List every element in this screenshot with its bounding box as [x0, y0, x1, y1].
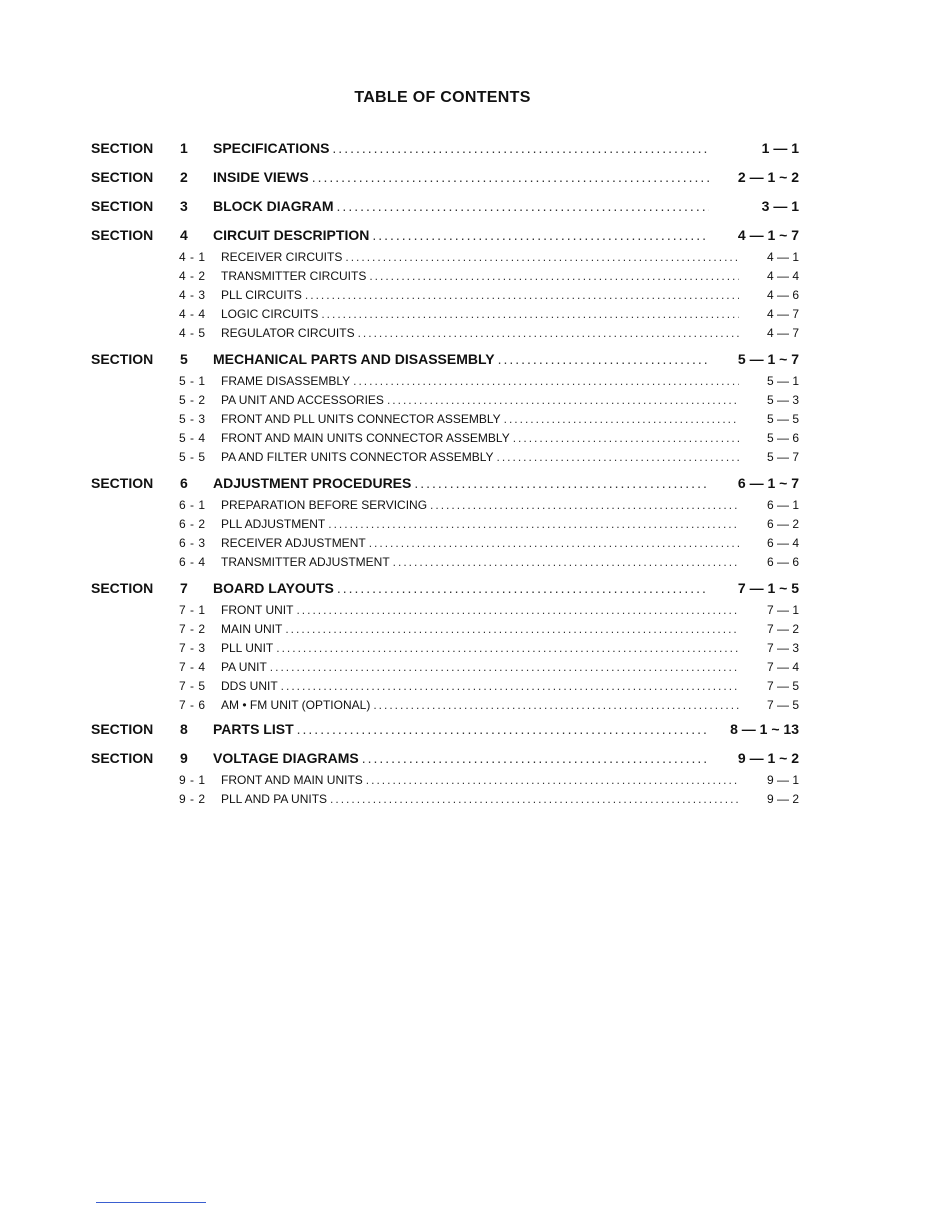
footer-rule: [96, 1202, 206, 1203]
subsection-page: 7 — 2: [766, 622, 799, 636]
section-pages: 8 — 1 ~ 13: [730, 721, 799, 737]
subsection-page: 6 — 4: [766, 536, 799, 550]
subsection-number: 5 - 5: [179, 450, 206, 464]
subsection-number: 6 - 4: [179, 555, 206, 569]
section-pages: 6 — 1 ~ 7: [737, 475, 799, 491]
subsection-number: 7 - 3: [179, 641, 206, 655]
toc-section-row: [91, 351, 799, 371]
subsection-number: 7 - 6: [179, 698, 206, 712]
section-label: SECTION: [91, 475, 154, 491]
subsection-page: 4 — 4: [766, 269, 799, 283]
subsection-number: 4 - 3: [179, 288, 206, 302]
toc-subsection-row: [179, 307, 799, 325]
dot-leader: [337, 580, 709, 596]
section-title: SPECIFICATIONS: [213, 140, 330, 156]
dot-leader: [332, 140, 709, 156]
dot-leader: [430, 498, 739, 512]
subsection-page: 9 — 1: [766, 773, 799, 787]
subsection-page: 4 — 7: [766, 326, 799, 340]
subsection-page: 9 — 2: [766, 792, 799, 806]
subsection-title: LOGIC CIRCUITS: [221, 307, 319, 321]
section-number: 6: [180, 475, 188, 491]
subsection-title: FRONT AND MAIN UNITS: [221, 773, 363, 787]
subsection-number: 5 - 3: [179, 412, 206, 426]
toc-subsection-row: [179, 517, 799, 535]
section-number: 7: [180, 580, 188, 596]
toc-section-row: [91, 140, 799, 160]
section-label: SECTION: [91, 198, 154, 214]
subsection-number: 9 - 2: [179, 792, 206, 806]
dot-leader: [353, 374, 739, 388]
subsection-page: 7 — 3: [766, 641, 799, 655]
subsection-page: 4 — 1: [766, 250, 799, 264]
subsection-number: 6 - 3: [179, 536, 206, 550]
section-label: SECTION: [91, 169, 154, 185]
section-title: BLOCK DIAGRAM: [213, 198, 334, 214]
section-label: SECTION: [91, 140, 154, 156]
section-pages: 7 — 1 ~ 5: [737, 580, 799, 596]
section-title: INSIDE VIEWS: [213, 169, 309, 185]
subsection-number: 4 - 2: [179, 269, 206, 283]
section-label: SECTION: [91, 750, 154, 766]
section-title: ADJUSTMENT PROCEDURES: [213, 475, 412, 491]
subsection-page: 7 — 5: [766, 679, 799, 693]
subsection-page: 6 — 1: [766, 498, 799, 512]
subsection-number: 4 - 1: [179, 250, 206, 264]
toc-subsection-row: [179, 412, 799, 430]
section-number: 8: [180, 721, 188, 737]
section-number: 5: [180, 351, 188, 367]
subsection-page: 7 — 4: [766, 660, 799, 674]
section-label: SECTION: [91, 721, 154, 737]
subsection-title: PA UNIT: [221, 660, 267, 674]
dot-leader: [276, 641, 739, 655]
toc-subsection-row: [179, 555, 799, 573]
subsection-page: 5 — 6: [766, 431, 799, 445]
dot-leader: [337, 198, 709, 214]
subsection-title: MAIN UNIT: [221, 622, 283, 636]
subsection-title: RECEIVER CIRCUITS: [221, 250, 343, 264]
subsection-number: 5 - 4: [179, 431, 206, 445]
subsection-number: 7 - 1: [179, 603, 206, 617]
subsection-page: 5 — 3: [766, 393, 799, 407]
subsection-number: 5 - 2: [179, 393, 206, 407]
toc-subsection-row: [179, 679, 799, 697]
subsection-title: PA UNIT AND ACCESSORIES: [221, 393, 384, 407]
section-label: SECTION: [91, 580, 154, 596]
toc-subsection-row: [179, 660, 799, 678]
subsection-page: 4 — 7: [766, 307, 799, 321]
section-number: 9: [180, 750, 188, 766]
subsection-number: 7 - 2: [179, 622, 206, 636]
dot-leader: [297, 721, 709, 737]
section-pages: 3 — 1: [761, 198, 799, 214]
subsection-title: FRAME DISASSEMBLY: [221, 374, 351, 388]
subsection-title: PLL UNIT: [221, 641, 274, 655]
dot-leader: [328, 517, 739, 531]
section-pages: 5 — 1 ~ 7: [737, 351, 799, 367]
section-title: PARTS LIST: [213, 721, 294, 737]
dot-leader: [270, 660, 739, 674]
dot-leader: [281, 679, 739, 693]
subsection-title: DDS UNIT: [221, 679, 278, 693]
subsection-number: 6 - 2: [179, 517, 206, 531]
toc-subsection-row: [179, 374, 799, 392]
toc-section-row: [91, 750, 799, 770]
section-label: SECTION: [91, 227, 154, 243]
toc-subsection-row: [179, 603, 799, 621]
dot-leader: [369, 269, 739, 283]
dot-leader: [498, 351, 709, 367]
subsection-title: PLL AND PA UNITS: [221, 792, 328, 806]
subsection-page: 6 — 2: [766, 517, 799, 531]
dot-leader: [373, 698, 739, 712]
toc-subsection-row: [179, 498, 799, 516]
dot-leader: [362, 750, 709, 766]
subsection-number: 6 - 1: [179, 498, 206, 512]
dot-leader: [305, 288, 739, 302]
toc-section-row: [91, 580, 799, 600]
section-title: CIRCUIT DESCRIPTION: [213, 227, 370, 243]
dot-leader: [387, 393, 739, 407]
dot-leader: [358, 326, 739, 340]
dot-leader: [372, 227, 709, 243]
section-pages: 1 — 1: [761, 140, 799, 156]
subsection-title: TRANSMITTER CIRCUITS: [221, 269, 367, 283]
toc-subsection-row: [179, 792, 799, 810]
subsection-page: 4 — 6: [766, 288, 799, 302]
section-number: 3: [180, 198, 188, 214]
dot-leader: [321, 307, 739, 321]
subsection-number: 4 - 5: [179, 326, 206, 340]
toc-section-row: [91, 721, 799, 741]
toc-subsection-row: [179, 622, 799, 640]
subsection-title: REGULATOR CIRCUITS: [221, 326, 355, 340]
toc-subsection-row: [179, 536, 799, 554]
subsection-title: FRONT UNIT: [221, 603, 294, 617]
subsection-page: 6 — 6: [766, 555, 799, 569]
dot-leader: [312, 169, 709, 185]
toc-subsection-row: [179, 773, 799, 791]
section-pages: 4 — 1 ~ 7: [737, 227, 799, 243]
subsection-title: PLL CIRCUITS: [221, 288, 302, 302]
subsection-page: 5 — 1: [766, 374, 799, 388]
toc-subsection-row: [179, 698, 799, 716]
section-title: BOARD LAYOUTS: [213, 580, 334, 596]
dot-leader: [296, 603, 739, 617]
section-label: SECTION: [91, 351, 154, 367]
section-number: 2: [180, 169, 188, 185]
subsection-page: 5 — 7: [766, 450, 799, 464]
toc-subsection-row: [179, 250, 799, 268]
dot-leader: [366, 773, 739, 787]
section-title: MECHANICAL PARTS AND DISASSEMBLY: [213, 351, 495, 367]
subsection-title: RECEIVER ADJUSTMENT: [221, 536, 366, 550]
toc-subsection-row: [179, 641, 799, 659]
section-pages: 2 — 1 ~ 2: [737, 169, 799, 185]
dot-leader: [330, 792, 739, 806]
subsection-number: 7 - 4: [179, 660, 206, 674]
subsection-title: FRONT AND MAIN UNITS CONNECTOR ASSEMBLY: [221, 431, 510, 445]
dot-leader: [345, 250, 739, 264]
toc-subsection-row: [179, 288, 799, 306]
subsection-number: 7 - 5: [179, 679, 206, 693]
section-number: 4: [180, 227, 188, 243]
subsection-title: AM • FM UNIT (OPTIONAL): [221, 698, 371, 712]
subsection-page: 7 — 5: [766, 698, 799, 712]
subsection-title: TRANSMITTER ADJUSTMENT: [221, 555, 390, 569]
dot-leader: [414, 475, 709, 491]
dot-leader: [513, 431, 739, 445]
toc-subsection-row: [179, 393, 799, 411]
subsection-page: 7 — 1: [766, 603, 799, 617]
section-pages: 9 — 1 ~ 2: [737, 750, 799, 766]
toc-subsection-row: [179, 269, 799, 287]
dot-leader: [369, 536, 739, 550]
toc-section-row: [91, 198, 799, 218]
dot-leader: [393, 555, 739, 569]
subsection-page: 5 — 5: [766, 412, 799, 426]
toc-section-row: [91, 475, 799, 495]
toc-subsection-row: [179, 450, 799, 468]
section-title: VOLTAGE DIAGRAMS: [213, 750, 359, 766]
toc-subsection-row: [179, 326, 799, 344]
page-title: TABLE OF CONTENTS: [354, 89, 531, 106]
toc-section-row: [91, 169, 799, 189]
subsection-title: PREPARATION BEFORE SERVICING: [221, 498, 428, 512]
section-number: 1: [180, 140, 188, 156]
dot-leader: [504, 412, 739, 426]
subsection-title: PLL ADJUSTMENT: [221, 517, 326, 531]
subsection-number: 9 - 1: [179, 773, 206, 787]
dot-leader: [285, 622, 739, 636]
subsection-number: 5 - 1: [179, 374, 206, 388]
dot-leader: [497, 450, 739, 464]
subsection-number: 4 - 4: [179, 307, 206, 321]
subsection-title: FRONT AND PLL UNITS CONNECTOR ASSEMBLY: [221, 412, 501, 426]
toc-section-row: [91, 227, 799, 247]
toc-subsection-row: [179, 431, 799, 449]
subsection-title: PA AND FILTER UNITS CONNECTOR ASSEMBLY: [221, 450, 494, 464]
